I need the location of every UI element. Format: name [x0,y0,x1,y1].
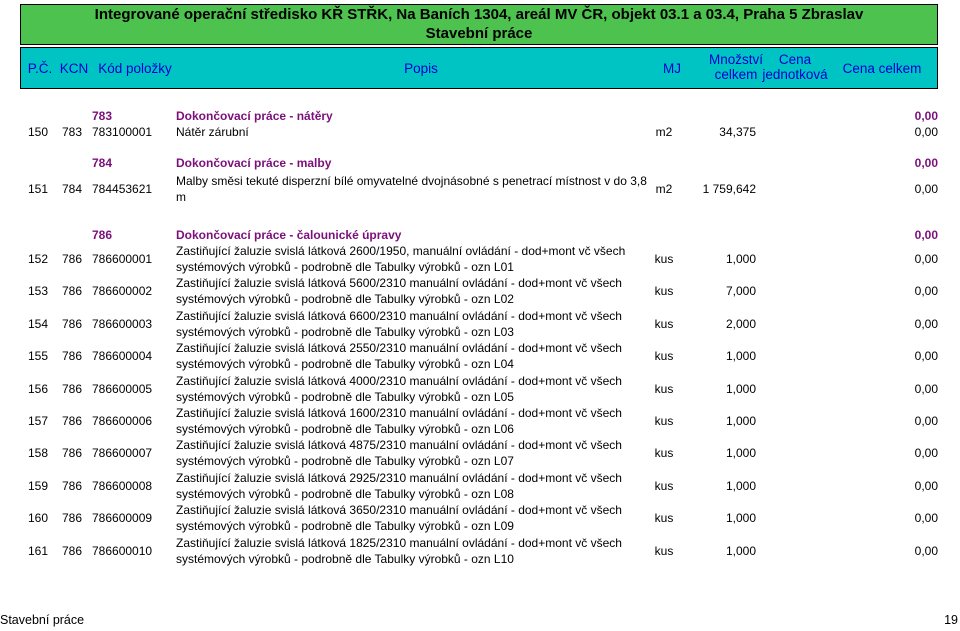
item-kcn: 786 [62,349,83,364]
item-mnozstvi: 1,000 [725,414,756,428]
col-mnozstvi: Množství celkem [708,52,763,82]
item-mnozstvi: 1,000 [725,349,756,364]
item-kcn: 784 [62,182,83,196]
item-kod: 786600002 [92,284,153,299]
item-kcn: 786 [62,446,83,461]
footer-label: Stavební práce [0,613,85,627]
section-name: Dokončovací práce - nátěry [176,109,333,123]
item-popis: Zastiňující žaluzie svislá látková 2925/2310 manuální ovládání - dod+mont vč všech systémových výrobků - podrobně dle Tabulky výrobků - ozn L08 [176,470,622,501]
section-code: 786 [92,228,113,242]
item-pc: 153 [28,284,49,299]
item-pc: 152 [28,252,49,266]
item-popis: Zastiňující žaluzie svislá látková 1600/2310 manuální ovládání - dod+mont vč všech systémových výrobků - podrobně dle Tabulky výrobků - ozn L06 [176,406,622,436]
item-popis: Zastiňující žaluzie svislá látková 5600/2310 manuální ovládání - dod+mont vč všech systémových výrobků - podrobně dle Tabulky výrobků - ozn L02 [176,276,622,307]
item-mj: kus [654,284,674,299]
item-kcn: 786 [62,316,83,331]
item-kod: 783100001 [92,125,153,139]
col-cena-celkem: Cena celkem [842,61,922,76]
col-kcn: KCN [59,61,89,76]
item-mj: m2 [655,182,673,196]
item-mj: kus [654,414,674,428]
item-mnozstvi: 1,000 [725,252,756,266]
document-subtitle: Stavební práce [20,24,938,45]
item-kcn: 783 [62,125,83,139]
item-kcn: 786 [62,284,83,299]
item-mj: kus [654,381,674,396]
item-pc: 160 [28,511,49,526]
item-kcn: 786 [62,414,83,428]
section-code: 784 [92,156,113,170]
item-popis: Malby směsi tekuté disperzní bílé omyvatelné dvojnásobné s penetrací místnost v do 3,8 m [176,174,647,204]
item-popis: Zastiňující žaluzie svislá látková 2550/2310 manuální ovládání - dod+mont vč všech systémových výrobků - podrobně dle Tabulky výrobků - ozn L04 [176,341,622,372]
col-pc: P.Č. [27,61,53,76]
section-total: 0,00 [914,156,938,170]
item-mj: kus [654,349,674,364]
item-pc: 161 [28,543,49,558]
item-kcn: 786 [62,252,83,266]
section-name: Dokončovací práce - malby [176,156,332,170]
item-popis: Zastiňující žaluzie svislá látková 1825/2310 manuální ovládání - dod+mont vč všech systémových výrobků - podrobně dle Tabulky výrobků - ozn L10 [176,535,622,566]
item-pc: 155 [28,349,49,364]
item-mnozstvi: 1 759,642 [702,182,756,196]
item-mj: kus [654,543,674,558]
item-mj: kus [654,252,674,266]
item-mnozstvi: 1,000 [725,511,756,526]
item-cena: 0,00 [914,511,938,526]
item-popis: Nátěr zárubní [176,125,249,139]
item-mnozstvi: 7,000 [725,284,756,299]
item-kod: 784453621 [92,182,153,196]
item-popis: Zastiňující žaluzie svislá látková 4000/2310 manuální ovládání - dod+mont vč všech systémových výrobků - podrobně dle Tabulky výrobků - ozn L05 [176,373,622,404]
item-kod: 786600006 [92,414,153,428]
col-mj: MJ [663,61,681,76]
item-kod: 786600001 [92,252,153,266]
item-pc: 159 [28,478,49,493]
item-cena: 0,00 [914,414,938,428]
item-cena: 0,00 [914,381,938,396]
item-kcn: 786 [62,478,83,493]
item-mj: kus [654,316,674,331]
item-pc: 154 [28,316,49,331]
item-pc: 158 [28,446,49,461]
section-name: Dokončovací práce - čalounické úpravy [176,228,402,242]
item-popis: Zastiňující žaluzie svislá látková 3650/2310 manuální ovládání - dod+mont vč všech systémových výrobků - podrobně dle Tabulky výrobků - ozn L09 [176,503,622,534]
item-mj: kus [654,478,674,493]
item-mnozstvi: 1,000 [725,543,756,558]
item-cena: 0,00 [914,284,938,299]
item-mj: m2 [655,125,673,139]
section-total: 0,00 [914,109,938,123]
item-mj: kus [654,511,674,526]
item-kcn: 786 [62,381,83,396]
item-cena: 0,00 [914,125,938,139]
item-mnozstvi: 1,000 [725,446,756,461]
item-kod: 786600004 [92,349,153,364]
item-cena: 0,00 [914,252,938,266]
item-cena: 0,00 [914,182,938,196]
item-kod: 786600003 [92,316,153,331]
col-cena-jedn: Cena jednotková [762,52,828,82]
item-kcn: 786 [62,511,83,526]
item-popis: Zastiňující žaluzie svislá látková 2600/1950, manuální ovládání - dod+mont vč všech systémových výrobků - podrobně dle Tabulky výrobků - ozn L01 [176,244,626,274]
document-title: Integrované operační středisko KŘ STŘK, Na Baních 1304, areál MV ČR, objekt 03.1 a 03.4, Praha 5 Zbraslav [20,4,938,25]
item-mj: kus [654,446,674,461]
item-kod: 786600005 [92,381,153,396]
item-cena: 0,00 [914,446,938,461]
item-mnozstvi: 1,000 [725,478,756,493]
col-popis: Popis [404,61,438,76]
col-kod: Kód položky [98,61,172,76]
item-kod: 786600010 [92,543,153,558]
item-kod: 786600009 [92,511,153,526]
item-pc: 150 [28,125,49,139]
item-mnozstvi: 1,000 [725,381,756,396]
item-cena: 0,00 [914,349,938,364]
section-total: 0,00 [914,228,938,242]
item-pc: 151 [28,182,49,196]
item-mnozstvi: 2,000 [725,316,756,331]
page-number: 19 [944,613,958,627]
item-kcn: 786 [62,543,83,558]
item-popis: Zastiňující žaluzie svislá látková 4875/2310 manuální ovládání - dod+mont vč všech systémových výrobků - podrobně dle Tabulky výrobků - ozn L07 [176,438,622,469]
item-pc: 157 [28,414,49,428]
item-cena: 0,00 [914,316,938,331]
item-popis: Zastiňující žaluzie svislá látková 6600/2310 manuální ovládání - dod+mont vč všech systémových výrobků - podrobně dle Tabulky výrobků - ozn L03 [176,308,622,339]
section-code: 783 [92,109,113,123]
column-header-bar [20,47,938,89]
item-cena: 0,00 [914,478,938,493]
item-mnozstvi: 34,375 [719,125,756,139]
item-cena: 0,00 [914,543,938,558]
item-kod: 786600008 [92,478,153,493]
item-kod: 786600007 [92,446,153,461]
item-pc: 156 [28,381,49,396]
